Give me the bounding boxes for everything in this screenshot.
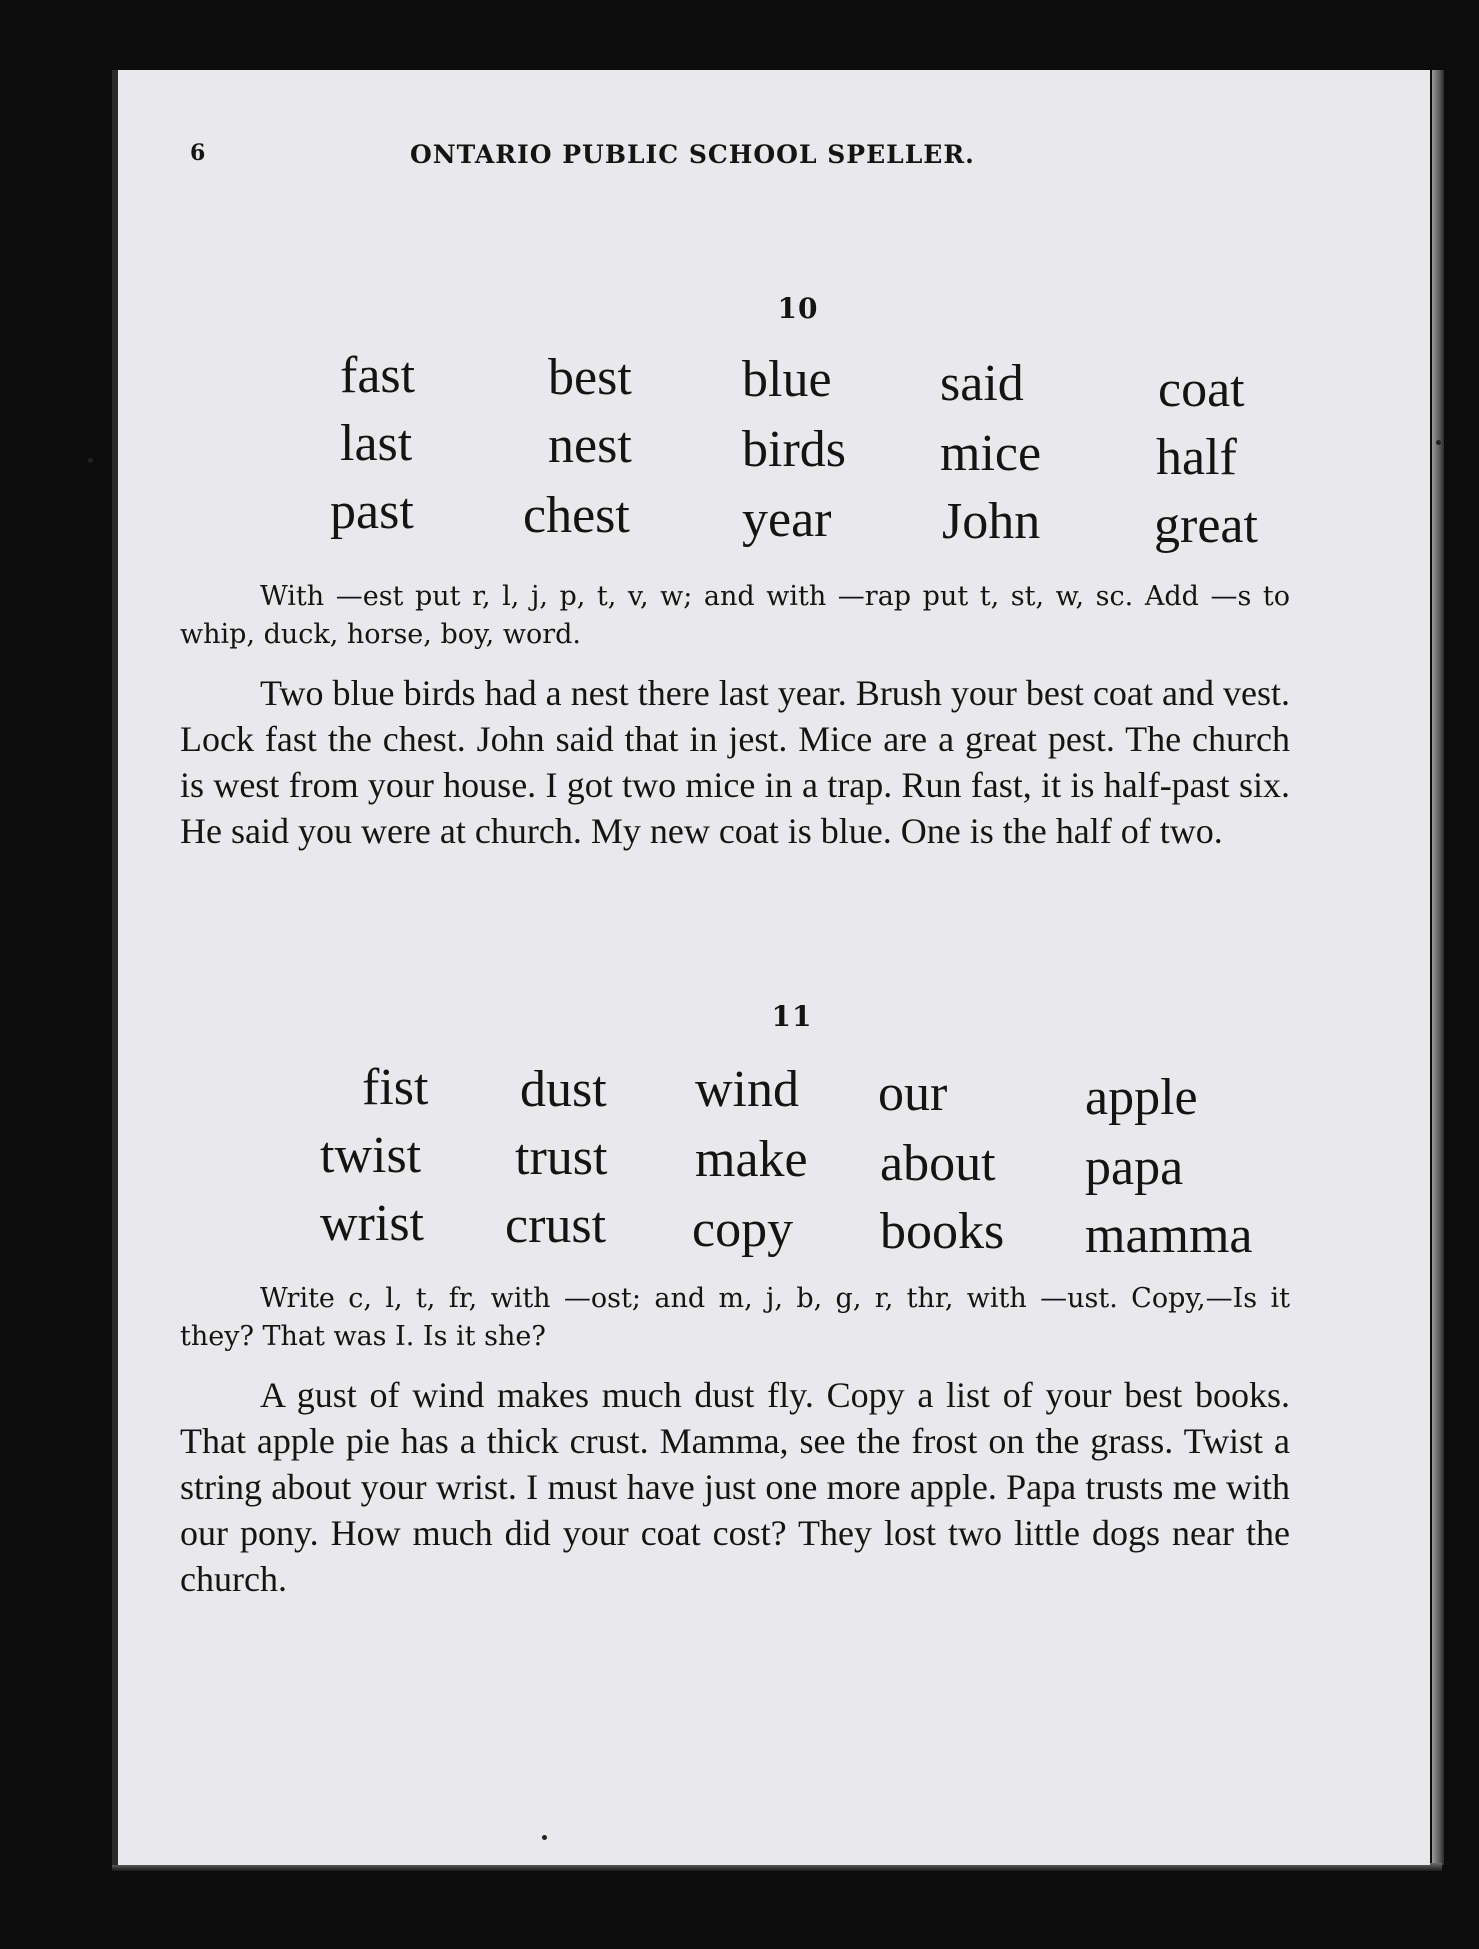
spelling-word: mice bbox=[940, 425, 1042, 482]
spelling-word: dust bbox=[520, 1061, 607, 1118]
spelling-word: birds bbox=[742, 421, 846, 478]
lesson-instruction: Write c, l, t, fr, with —ost; and m, j, b, g, r, thr, with —ust. Copy,—Is it they? That was I. Is it she? bbox=[180, 1283, 1290, 1352]
spelling-word: said bbox=[940, 355, 1024, 412]
spelling-word: blue bbox=[742, 351, 832, 408]
book-page-edge bbox=[1432, 70, 1444, 1865]
spelling-word: our bbox=[878, 1065, 948, 1122]
spelling-word: nest bbox=[548, 417, 632, 474]
dictation-paragraph: Two blue birds had a nest there last year. Brush your best coat and vest. Lock fast the chest. John said that in jest. Mice are a great pest. The church is west from your house. I got two mice in a trap. Run fast, it is half-past six. He said you were at church. My new coat is blue. One is the half of two. bbox=[180, 673, 1290, 851]
scan-speck bbox=[88, 458, 93, 463]
spelling-word: fist bbox=[362, 1059, 429, 1116]
spelling-word: about bbox=[880, 1135, 996, 1192]
running-head: ONTARIO PUBLIC SCHOOL SPELLER. bbox=[410, 140, 975, 169]
spelling-word: mamma bbox=[1085, 1207, 1253, 1264]
lesson-number: 11 bbox=[771, 1000, 813, 1033]
spelling-word: best bbox=[548, 349, 632, 406]
spelling-word: chest bbox=[523, 487, 630, 544]
spelling-word: books bbox=[880, 1203, 1005, 1260]
spelling-word: John bbox=[942, 493, 1041, 550]
spelling-word: half bbox=[1156, 429, 1237, 486]
spelling-word: fast bbox=[340, 347, 416, 404]
lesson-instruction: With —est put r, l, j, p, t, v, w; and with —rap put t, st, w, sc. Add —s to whip, duck, horse, boy, word. bbox=[180, 581, 1290, 650]
spelling-word: great bbox=[1154, 497, 1258, 554]
spelling-word: past bbox=[330, 483, 414, 540]
spelling-word: trust bbox=[515, 1129, 608, 1186]
spelling-word: twist bbox=[320, 1127, 422, 1184]
scan-speck bbox=[542, 1835, 547, 1840]
spelling-word: wrist bbox=[320, 1195, 424, 1252]
spelling-word: last bbox=[340, 415, 413, 472]
spelling-word: copy bbox=[692, 1201, 794, 1258]
spelling-word: papa bbox=[1085, 1139, 1184, 1196]
page-number: 6 bbox=[190, 140, 206, 166]
dictation-paragraph: A gust of wind makes much dust fly. Copy a list of your best books. That apple pie has a thick crust. Mamma, see the frost on the grass. Twist a string about your wrist. I must have just one more apple. Papa trusts me with our pony. How much did your coat cost? They lost two little dogs near the church. bbox=[180, 1375, 1290, 1599]
spelling-word: wind bbox=[695, 1061, 799, 1118]
spelling-word: coat bbox=[1158, 361, 1245, 418]
spelling-word: apple bbox=[1085, 1069, 1198, 1126]
lesson-number: 10 bbox=[777, 292, 819, 325]
scan-speck bbox=[1436, 440, 1441, 445]
spelling-word: make bbox=[695, 1131, 808, 1188]
spelling-word: year bbox=[742, 491, 832, 548]
spelling-word: crust bbox=[505, 1197, 607, 1254]
